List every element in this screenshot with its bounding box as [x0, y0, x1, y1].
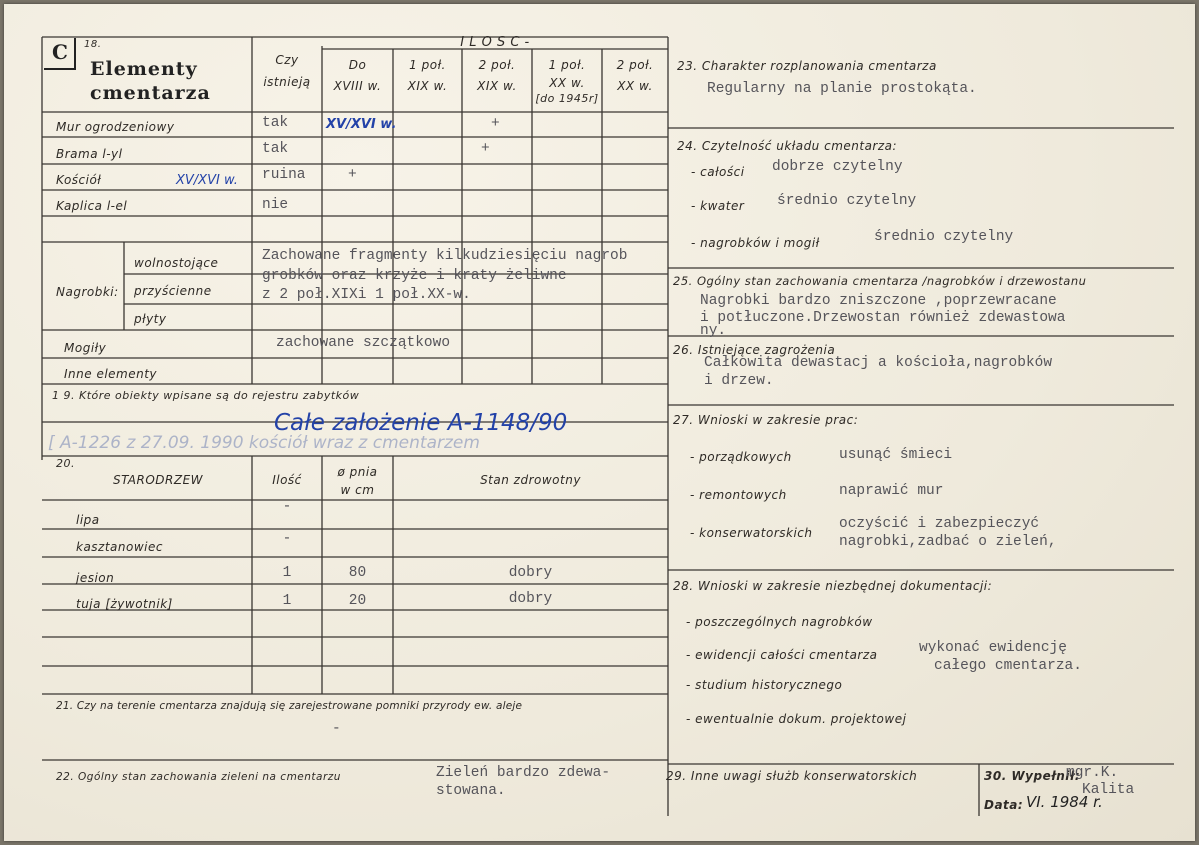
col-header-do: Do — [348, 58, 367, 72]
church-date-handwritten: XV/XVI w. — [176, 173, 238, 188]
q24-graves-value: średnio czytelny — [874, 229, 1014, 245]
q30-label: 30. Wypełnił: — [984, 769, 1081, 783]
gate-exists-value: tak — [262, 141, 289, 157]
church-period-mark: + — [348, 167, 357, 183]
tree-health: dobry — [508, 591, 553, 607]
tomb-wall: przyścienne — [134, 284, 212, 298]
q24-graves-label: - nagrobków i mogił — [691, 236, 820, 250]
chapel-exists-value: nie — [262, 197, 289, 213]
q23-label: 23. Charakter rozplanowania cmentarza — [677, 59, 937, 73]
date-label: Data: — [984, 798, 1024, 812]
field-number-18: 18. — [84, 39, 102, 50]
row-label-other: Inne elementy — [64, 367, 158, 381]
q26-label: 26. Istniejące zagrożenia — [673, 343, 836, 357]
q20-number: 20. — [56, 457, 75, 470]
q27-repair-value: naprawić mur — [839, 483, 944, 499]
q29-label: 29. Inne uwagi służb konserwatorskich — [666, 769, 918, 783]
col-header-do1945: [do 1945r] — [535, 92, 599, 105]
q28-label: 28. Wnioski w zakresie niezbędnej dokumentacji: — [673, 579, 993, 593]
church-exists-value: ruina — [262, 167, 306, 183]
record-card — [4, 4, 1195, 841]
q28-tombs-label: - poszczególnych nagrobków — [686, 615, 873, 629]
elements-title: Elementy — [90, 58, 198, 80]
q19-register-handwritten: Całe założenie A-1148/90 — [274, 410, 568, 436]
row-label-chapel: Kaplica l-el — [56, 199, 128, 213]
tomb-description-2: grobków oraz krzyże i kraty żeliwne — [262, 268, 567, 284]
q25-value-1: Nagrobki bardzo zniszczone ,poprzewracane — [700, 293, 1057, 309]
q24-quarters-value: średnio czytelny — [777, 193, 917, 209]
tree-count: 1 — [282, 565, 292, 581]
exists-header-2: istnieją — [263, 75, 311, 89]
tomb-slabs: płyty — [134, 312, 167, 326]
q24-whole-label: - całości — [691, 165, 745, 179]
q27-label: 27. Wnioski w zakresie prac: — [673, 413, 859, 427]
q25-value-3: ny. — [700, 323, 727, 339]
wall-period-mark: + — [491, 116, 500, 132]
health-header: Stan zdrowotny — [480, 473, 581, 487]
q21-label: 21. Czy na terenie cmentarza znajdują się zarejestrowane pomniki przyrody ew. aleje — [56, 700, 523, 712]
q22-value-1: Zieleń bardzo zdewa- — [436, 765, 611, 781]
q22-label: 22. Ogólny stan zachowania zieleni na cmentarzu — [56, 771, 341, 783]
q27-conservation-label: - konserwatorskich — [690, 526, 813, 540]
old-trees-header: STARODRZEW — [112, 473, 204, 487]
q26-value-2: i drzew. — [704, 373, 774, 389]
q23-value: Regularny na planie prostokąta. — [707, 81, 977, 97]
gate-period-mark: + — [481, 141, 490, 157]
tomb-description-3: z 2 poł.XIXi 1 poł.XX-w. — [262, 287, 471, 303]
tree-name: jesion — [76, 571, 115, 585]
q28-history-label: - studium historycznego — [686, 678, 843, 692]
tree-name: kasztanowiec — [76, 540, 163, 554]
q24-quarters-label: - kwater — [691, 199, 745, 213]
q24-whole-value: dobrze czytelny — [772, 159, 903, 175]
tree-health: dobry — [508, 565, 553, 581]
q25-label: 25. Ogólny stan zachowania cmentarza /nagrobków i drzewostanu — [673, 274, 1087, 288]
q21-value: - — [332, 721, 341, 737]
q19-register-old: [ A-1226 z 27.09. 1990 kościół wraz z cmentarzem — [48, 433, 480, 453]
row-label-tombstones: Nagrobki: — [56, 285, 119, 299]
wall-exists-value: tak — [262, 115, 289, 131]
exists-header: Czy — [275, 53, 299, 67]
q27-conservation-value-2: nagrobki,zadbać o zieleń, — [839, 534, 1057, 550]
row-label-church: Kościół — [56, 173, 102, 187]
q27-conservation-value-1: oczyścić i zabezpieczyć — [839, 516, 1040, 532]
section-badge — [44, 38, 76, 70]
q30-name-1: mgr.K. — [1066, 765, 1119, 781]
tree-count: - — [282, 531, 292, 547]
tree-diameter: 20 — [348, 593, 367, 609]
tree-diameter: 80 — [348, 565, 367, 581]
date-value: VI. 1984 r. — [1026, 793, 1103, 811]
col-header-1pol-xx: 1 poł. — [548, 58, 586, 72]
col-header-2pol-xx: 2 poł. — [616, 58, 654, 72]
q28-records-label: - ewidencji całości cmentarza — [686, 648, 878, 662]
tree-count: - — [282, 499, 292, 515]
row-label-wall: Mur ogrodzeniowy — [56, 120, 175, 134]
col-header-xviii: XVIII w. — [333, 79, 382, 93]
q27-repair-label: - remontowych — [690, 488, 787, 502]
col-header-xx-2: XX w. — [617, 79, 653, 93]
tree-name: lipa — [76, 513, 100, 527]
tree-name: tuja [żywotnik] — [76, 597, 173, 611]
col-header-2pol-xix: 2 poł. — [478, 58, 516, 72]
wall-date-handwritten: XV/XVI w. — [326, 117, 397, 132]
row-label-graves: Mogiły — [64, 341, 107, 355]
q27-cleanup-value: usunąć śmieci — [839, 447, 953, 463]
section-letter: C — [52, 40, 68, 64]
q24-label: 24. Czytelność układu cmentarza: — [677, 139, 898, 153]
q28-design-label: - ewentualnie dokum. projektowej — [686, 712, 907, 726]
row-label-gate: Brama l-yl — [56, 147, 123, 161]
q30-name-2: Kalita — [1082, 782, 1135, 798]
tomb-description-1: Zachowane fragmenty kilkudziesięciu nagrob — [262, 248, 628, 264]
col-header-xix-2: XIX w. — [477, 79, 517, 93]
q27-cleanup-label: - porządkowych — [690, 450, 792, 464]
diameter-unit-header: w cm — [340, 483, 375, 497]
q26-value-1: Całkowita dewastacj a kościoła,nagrobków — [704, 355, 1053, 371]
q19-label: 1 9. Które obiekty wpisane są do rejestru zabytków — [52, 389, 360, 402]
q25-value-2: i potłuczone.Drzewostan również zdewastowa — [700, 310, 1066, 326]
col-header-xx: XX w. — [549, 76, 585, 90]
q22-value-2: stowana. — [436, 783, 506, 799]
elements-subtitle: cmentarza — [90, 82, 211, 104]
q28-records-value-1: wykonać ewidencję — [919, 640, 1067, 656]
diameter-header: ø pnia — [337, 465, 378, 479]
col-header-xix: XIX w. — [407, 79, 448, 93]
count-header: Ilość — [272, 473, 302, 487]
tree-count: 1 — [282, 593, 292, 609]
tomb-freestanding: wolnostojące — [134, 256, 219, 270]
form-grid-lines — [4, 4, 1195, 841]
graves-value: zachowane szczątkowo — [276, 335, 451, 351]
col-header-1pol-xix: 1 poł. — [409, 58, 446, 72]
q28-records-value-2: całego cmentarza. — [934, 658, 1082, 674]
quantity-header: I L O S C - — [460, 35, 530, 50]
